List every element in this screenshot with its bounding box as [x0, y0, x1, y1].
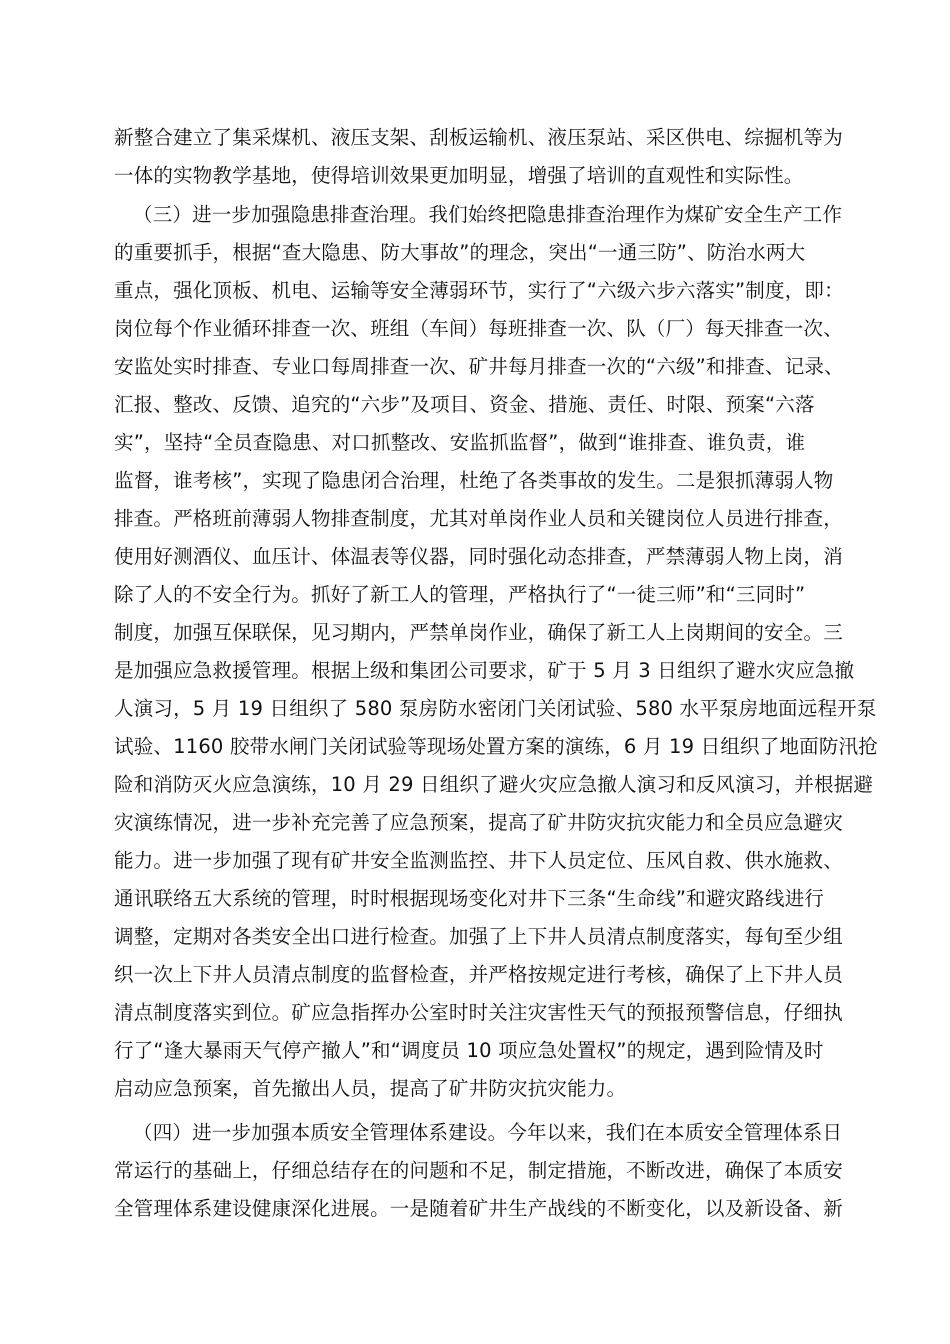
text-line: 启动应急预案，首先撤出人员，提高了矿井防灾抗灾能力。 — [114, 1077, 627, 1100]
text-line: 重点，强化顶板、机电、运输等安全薄弱环节，实行了“六级六步六落实”制度，即： — [114, 279, 844, 302]
text-line: 全管理体系建设健康深化进展。一是随着矿井生产战线的不断变化，以及新设备、新 — [114, 1197, 843, 1220]
text-line: 织一次上下井人员清点制度的监督检查，并严格按规定进行考核，确保了上下井人员 — [114, 963, 843, 986]
text-line: 排查。严格班前薄弱人物排查制度，尤其对单岗作业人员和关键岗位人员进行排查， — [114, 507, 843, 530]
text-line: 新整合建立了集采煤机、液压支架、刮板运输机、液压泵站、采区供电、综掘机等为 — [114, 126, 843, 149]
text-line: 通讯联络五大系统的管理，时时根据现场变化对井下三条“生命线”和避灾路线进行 — [114, 887, 825, 910]
text-line: 制度，加强互保联保，见习期内，严禁单岗作业，确保了新工人上岗期间的安全。三 — [114, 621, 843, 644]
text-line: 试验、1160 胶带水闸门关闭试验等现场处置方案的演练，6 月 19 日组织了地面防汛抢 — [114, 735, 878, 758]
text-line: 实”，坚持“全员查隐患、对口抓整改、安监抓监督”，做到“谁排查、谁负责，谁 — [114, 431, 806, 454]
text-line: 险和消防灭火应急演练，10 月 29 日组织了避火灾应急撤人演习和反风演习，并根据避 — [114, 773, 874, 796]
section-heading-line: （三）进一步加强隐患排查治理。我们始终把隐患排查治理作为煤矿安全生产工作 — [133, 203, 843, 226]
text-line: 除了人的不安全行为。抓好了新工人的管理，严格执行了“一徒三师”和“三同时” — [114, 583, 806, 606]
text-line: 人演习，5 月 19 日组织了 580 泵房防水密闭门关闭试验、580 水平泵房地面远程开泵 — [114, 697, 877, 720]
text-line: 能力。进一步加强了现有矿井安全监测监控、井下人员定位、压风自救、供水施救、 — [114, 849, 843, 872]
text-line: 是加强应急救援管理。根据上级和集团公司要求，矿于 5 月 3 日组织了避水灾应急撤 — [114, 659, 855, 682]
text-line: 岗位每个作业循环排查一次、班组（车间）每班排查一次、队（厂）每天排查一次、 — [114, 317, 843, 340]
section-heading-line: （四）进一步加强本质安全管理体系建设。今年以来，我们在本质安全管理体系日 — [133, 1121, 843, 1144]
text-line: 调整，定期对各类安全出口进行检查。加强了上下井人员清点制度落实，每旬至少组 — [114, 925, 843, 948]
text-line: 一体的实物教学基地，使得培训效果更加明显，增强了培训的直观性和实际性。 — [114, 164, 804, 187]
text-line: 常运行的基础上，仔细总结存在的问题和不足，制定措施，不断改进，确保了本质安 — [114, 1159, 843, 1182]
text-line: 使用好测酒仪、血压计、体温表等仪器，同时强化动态排查，严禁薄弱人物上岗，消 — [114, 545, 843, 568]
text-line: 监督，谁考核”，实现了隐患闭合治理，杜绝了各类事故的发生。二是狠抓薄弱人物 — [114, 469, 834, 492]
text-line: 安监处实时排查、专业口每周排查一次、矿井每月排查一次的“六级”和排查、记录、 — [114, 355, 844, 378]
text-line: 汇报、整改、反馈、追究的“六步”及项目、资金、措施、责任、时限、预案“六落 — [114, 393, 815, 416]
text-line: 行了“逢大暴雨天气停产撤人”和“调度员 10 项应急处置权”的规定，遇到险情及时 — [114, 1039, 824, 1062]
text-line: 灾演练情况，进一步补充完善了应急预案，提高了矿井防灾抗灾能力和全员应急避灾 — [114, 811, 843, 834]
text-line: 清点制度落实到位。矿应急指挥办公室时时关注灾害性天气的预报预警信息，仔细执 — [114, 1001, 843, 1024]
text-line: 的重要抓手，根据“查大隐患、防大事故”的理念，突出“一通三防”、防治水两大 — [114, 241, 806, 264]
